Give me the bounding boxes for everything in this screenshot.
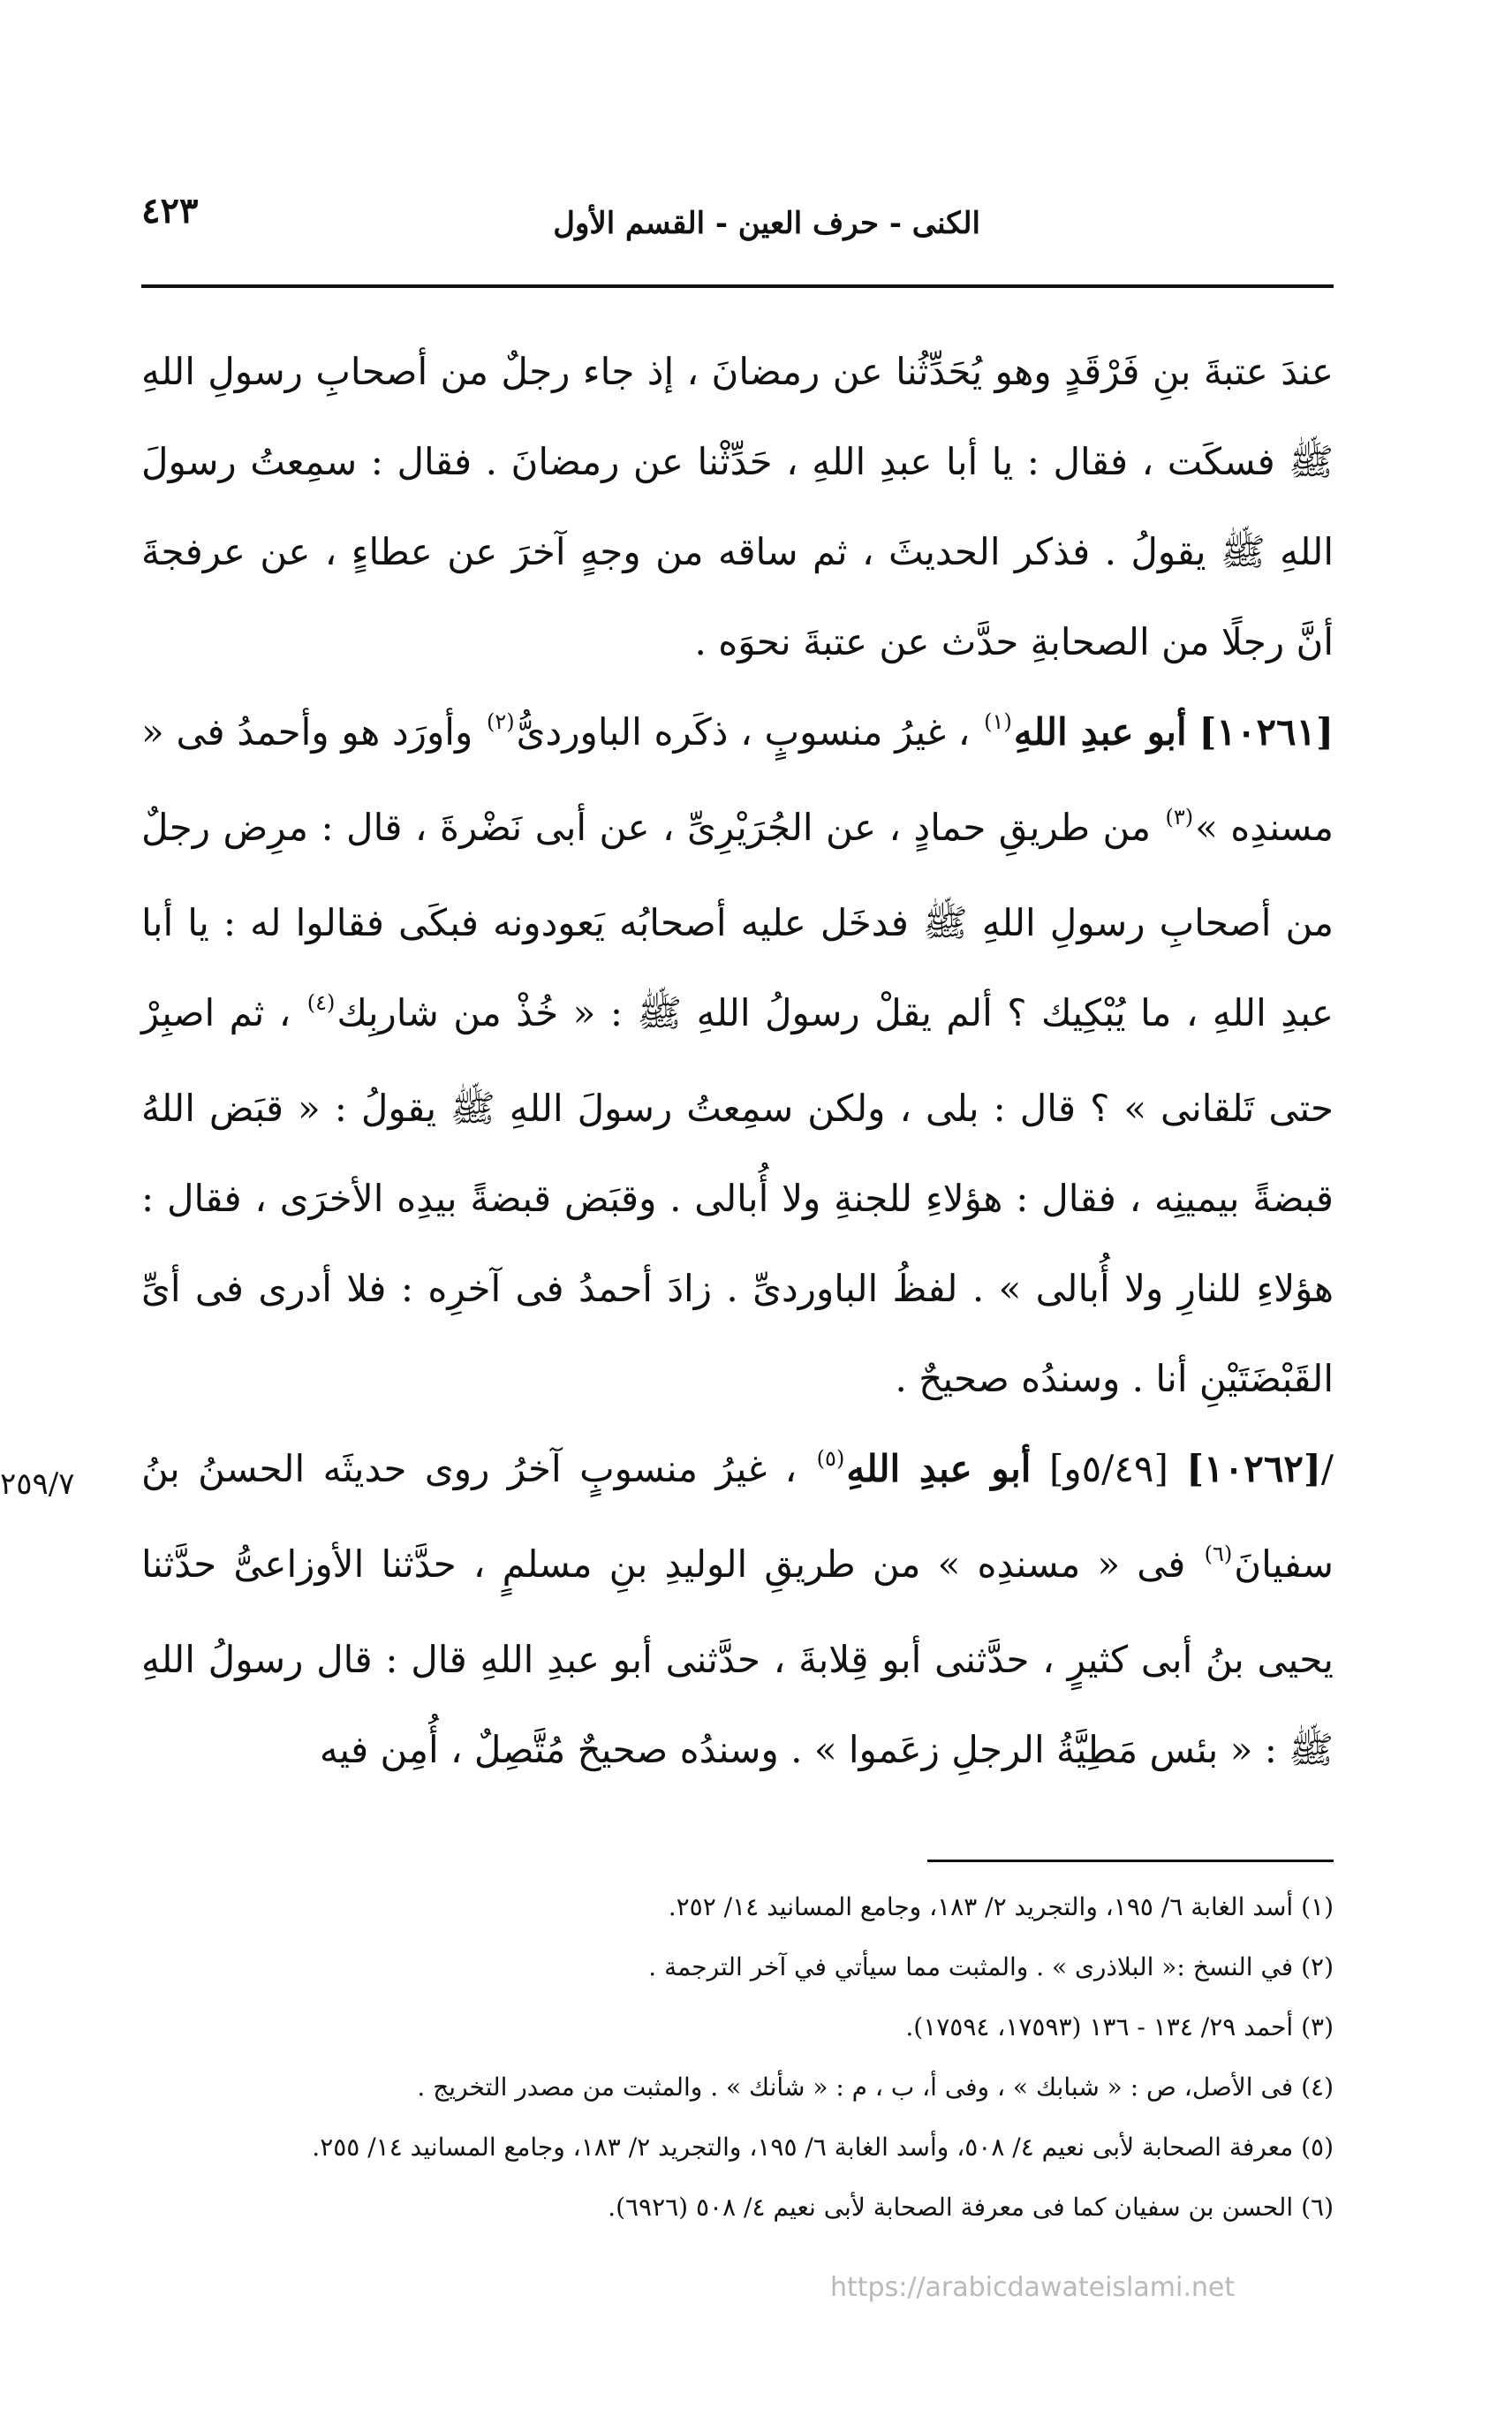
entry-name: أبو عبدِ اللهِ [1013,710,1187,754]
manuscript-ref: [٥/٤٩و] [1048,1447,1168,1490]
footnote: (٤) فى الأصل، ص : « شبابك » ، وفى أ، ب ، م : « شأنك » . والمثبت من مصدر التخريج . [417,2072,1334,2102]
entry-10261 [141,687,1334,1424]
footnote-rule [927,1860,1334,1862]
entry-number: [١٠٢٦٢] [1186,1447,1321,1490]
footnote-ref: (٦) [1204,1542,1233,1566]
entry-text: فى « مسندِه » من طريقِ الوليدِ بنِ مسلمٍ ، حدَّثنا الأوزاعىُّ حدَّثنا يحيى بنُ أبى كثيرٍ ، حدَّثنى أبو قِلابةَ ، حدَّثنى أبو عبدِ اللهِ قال : قال رسولُ اللهِ ﷺ : « بئس مَطِيَّةُ الرجلِ زعَموا » . وسندُه صحيحٌ مُتَّصِلٌ ، أُمِن فيه [141,1542,1334,1771]
footnote-ref: (٣) [1165,805,1194,830]
paragraph-continuation: عندَ عتبةَ بنِ فَرْقَدٍ وهو يُحَدِّثُنا عن رمضانَ ، إذ جاء رجلٌ من أصحابِ رسولِ اللهِ ﷺ فسكَت ، فقال : يا أبا عبدِ اللهِ ، حَدِّثْنا عن رمضانَ . فقال : سمِعتُ رسولَ اللهِ ﷺ يقولُ . فذكر الحديثَ ، ثم ساقه من وجهٍ آخرَ عن عطاءٍ ، عن عرفجةَ أنَّ رجلًا من الصحابةِ حدَّث عن عتبةَ نحوَه . [141,350,1334,663]
margin-note: ٢٥٩/٧ [0,1466,75,1502]
entry-name: أبو عبدِ اللهِ [846,1447,1032,1490]
footnote: (٣) أحمد ٢٩/ ١٣٤ - ١٣٦ (١٧٥٩٣، ١٧٥٩٤). [905,2012,1334,2042]
footnote: (٢) في النسخ :« البلاذرى » . والمثبت مما سيأتي في آخر الترجمة . [648,1952,1334,1981]
running-title: الكنى - حرف العين - القسم الأول [553,206,980,241]
entry-10262 [141,1424,1334,1795]
header-rule [141,284,1334,288]
entry-text: وأورَد هو وأحمدُ فى « مسندِه » [141,710,1334,849]
volume-break-slash: / [1320,1447,1334,1490]
entry-text: ، ثم اصبِرْ حتى تَلقانى » ؟ قال : بلى ، ولكن سمِعتُ رسولَ اللهِ ﷺ يقولُ : « قبَض اللهُ قبضةً بيمينِه ، فقال : هؤلاءِ للجنةِ ولا أُبالى . وقبَض قبضةً بيدِه الأخرَى ، فقال : هؤلاءِ للنارِ ولا أُبالى » . لفظُ الباوردىِّ . زادَ أحمدُ فى آخرِه : فلا أدرى فى أىِّ القَبْضَتَيْنِ أنا . وسندُه صحيحٌ . [141,991,1334,1400]
entry-text: من طريقِ حمادٍ ، عن الجُرَيْرِىِّ ، عن أبى نَضْرةَ ، قال : مرِض رجلٌ من أصحابِ رسولِ اللهِ ﷺ فدخَل عليه أصحابُه يَعودونه فبكَى فقالوا له : يا أبا عبدِ اللهِ ، ما يُبْكِيك ؟ ألم يقلْ رسولُ اللهِ ﷺ : « خُذْ من شاربِك [141,806,1334,1034]
entry-text: ، غيرُ منسوبٍ آخرُ روى حديثَه الحسنُ بنُ سفيانَ [141,1447,1334,1586]
footnote: (٥) معرفة الصحابة لأبى نعيم ٤/ ٥٠٨، وأسد الغابة ٦/ ١٩٥، والتجريد ٢/ ١٨٣، وجامع المسانيد ١٤/ ٢٥٥. [312,2132,1334,2162]
footnote: (٦) الحسن بن سفيان كما فى معرفة الصحابة لأبى نعيم ٤/ ٥٠٨ (٦٩٢٦). [608,2193,1334,2222]
footnote-ref: (٢) [487,709,515,734]
page-number: ٤٢٣ [141,190,199,231]
footnote-ref: (١) [984,709,1012,734]
footnote-ref: (٤) [306,990,336,1015]
watermark: https://arabicdawateislami.net [830,2272,1236,2303]
footnotes [141,1877,1334,2238]
entry-text: ، غيرُ منسوبٍ ، ذكَره الباوردىُّ [516,710,971,754]
footnote: (١) أسد الغابة ٦/ ١٩٥، والتجريد ٢/ ١٨٣، وجامع المسانيد ١٤/ ٢٥٢. [668,1892,1334,1921]
main-text [141,327,1334,1795]
page-header [141,190,1334,261]
entry-number: [١٠٢٦١] [1198,710,1334,754]
footnote-ref: (٥) [816,1446,845,1471]
